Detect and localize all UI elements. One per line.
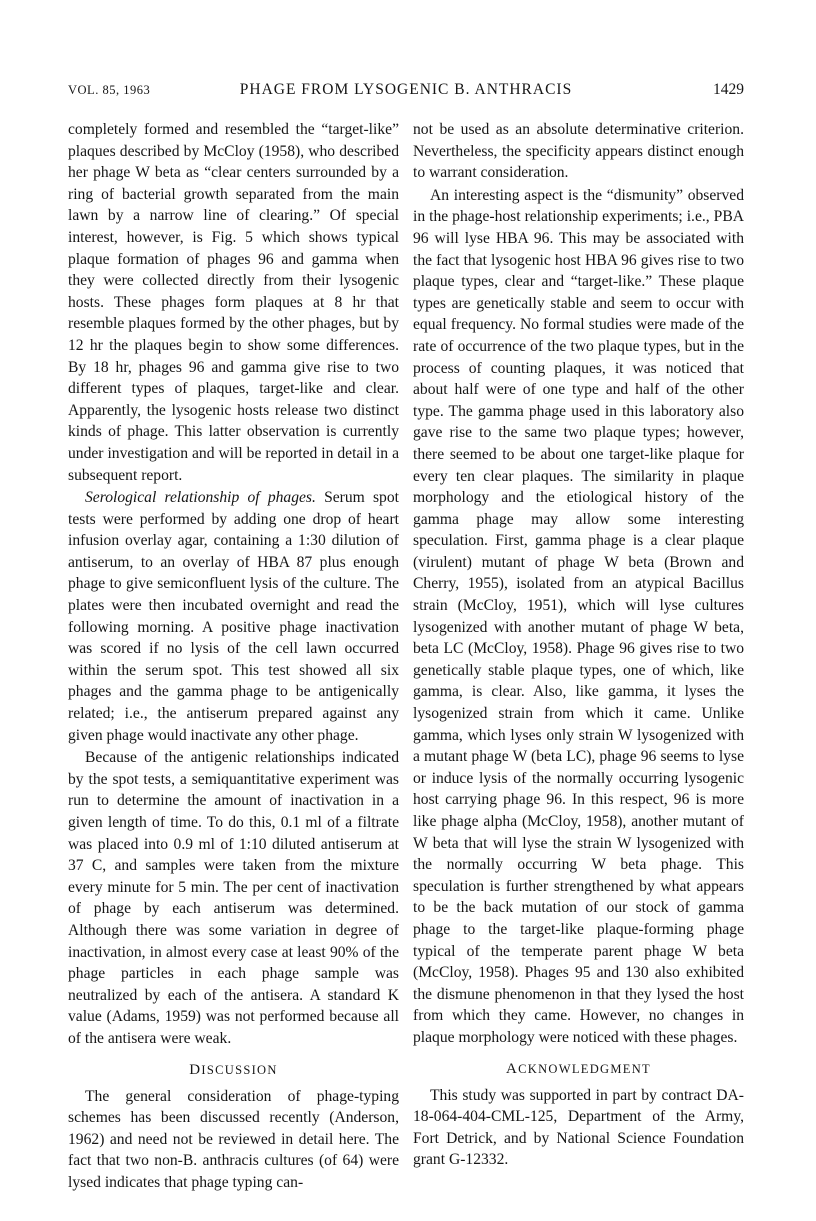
acknowledgment-heading-rest: CKNOWLEDGMENT — [518, 1061, 651, 1076]
page-number: 1429 — [713, 81, 744, 98]
acknowledgment-heading-cap: A — [506, 1060, 519, 1077]
paragraph-semiquantitative: Because of the antigenic relationships indicated by the spot tests, a semiquantitative experiment was run to determine the amount of inactivation in a given length of time. To do this, 0.1 ml of a filtrate was placed into 0.9 ml of 1:10 diluted antiserum at 37 C, and samples were taken from the mixture every minute for 5 min. The per cent of inactivation of phage by each antiserum was determined. Although there was some variation in degree of inactivation, in almost every case at least 90% of the phage particles in each phage sample was neutralized by each of the antisera. A standard K value (Adams, 1959) was not performed because all of the antisera were weak. — [68, 749, 399, 1047]
right-column — [413, 119, 744, 1171]
serological-lead-in: Serological relationship of phages. — [85, 489, 316, 507]
volume-label: VOL. 85, 1963 — [68, 83, 151, 97]
discussion-heading-rest: ISCUSSION — [201, 1062, 278, 1077]
running-title: PHAGE FROM LYSOGENIC B. ANTHRACIS — [239, 81, 573, 98]
serological-body: Serum spot tests were performed by adding one drop of heart infusion overlay agar, containing a 1:30 dilution of antiserum, to an overlay of HBA 87 plus enough phage to give semiconfluent lysis of the culture. The plates were then incubated overnight and read the following morning. A positive phage inactivation was scored if no lysis of the cell lawn occurred within the serum spot. This test showed all six phages and the gamma phage to be antigenically related; i.e., the antiserum prepared against any given phage would inactivate any other phage. — [68, 489, 399, 744]
paragraph-serological — [68, 487, 399, 746]
acknowledgment-heading — [413, 1061, 744, 1077]
paragraph-discussion: The general consideration of phage-typing schemes has been discussed recently (Anderson, 1962) and need not be reviewed in detail here. The fact that two non-B. anthracis cultures (of 64) were lysed indicates that phage typing can- — [68, 1087, 399, 1191]
paragraph-dismunity: An interesting aspect is the “dismunity” observed in the phage-host relationship experiments; i.e., PBA 96 will lyse HBA 96. This may be associated with the fact that lysogenic host HBA 96 gives rise to two plaque types, clear and “target-like.” These plaque types are genetically stable and seem to occur with equal frequency. No formal studies were made of the rate of occurrence of the two plaque types, but in the process of counting plaques, it was noticed that about half were of one type and half of the other type. The gamma phage used in this laboratory also gave rise to the same two plaque types; however, there seemed to be about one target-like plaque for every ten clear plaques. The similarity in plaque morphology and the etiological history of the gamma phage may allow some interesting speculation. First, gamma phage is a clear plaque (virulent) mutant of phage W beta (Brown and Cherry, 1955), isolated from an atypical Bacillus strain (McCloy, 1951), which will lyse cultures lysogenized with another mutant of phage W beta, beta LC (McCloy, 1958). Phage 96 gives rise to two genetically stable plaque types, one of which, like gamma, is clear. Also, like gamma, it lyses the lysogenized strain from which it came. Unlike gamma, which lyses only strain W lysogenized with a mutant phage W (beta LC), phage 96 seems to lyse or induce lysis of the normally occurring lysogenic host carrying phage 96. In this respect, 96 is more like phage alpha (McCloy, 1958), another mutant of W beta that will lyse the strain W lysogenized with the normally occurring W beta phage. This speculation is further strengthened by what appears to be the back mutation of our stock of gamma phage to the target-like plaque-forming phage typical of the temperate parent phage W beta (McCloy, 1958). Phages 95 and 130 also exhibited the dismune phenomenon in that they lysed the host from which they came. However, no changes in plaque morphology were noticed with these phages. — [413, 186, 744, 1046]
page-header — [68, 81, 744, 105]
left-column — [68, 119, 399, 1194]
discussion-heading — [68, 1062, 399, 1078]
discussion-heading-cap: D — [189, 1061, 202, 1078]
paragraph-plaque-formation: completely formed and resembled the “target-like” plaques described by McCloy (1958), who described her phage W beta as “clear centers surrounded by a ring of bacterial growth separated from the main lawn by a narrow line of clearing.” Of special interest, however, is Fig. 5 which shows typical plaque formation of phages 96 and gamma when they were collected directly from their lysogenic hosts. These phages form plaques at 8 hr that resemble plaques formed by the other phages, but by 12 hr the plaques begin to show some differences. By 18 hr, phages 96 and gamma give rise to two different types of plaques, target-like and clear. Apparently, the lysogenic hosts release two distinct kinds of phage. This latter observation is currently under investigation and will be reported in detail in a subsequent report. — [68, 121, 399, 484]
paragraph-criterion: not be used as an absolute determinative criterion. Nevertheless, the specificity appears distinct enough to warrant consideration. — [413, 121, 744, 182]
acknowledgment-text: This study was supported in part by contract DA-18-064-404-CML-125, Department of the Army, Fort Detrick, and by National Science Foundation grant G-12332. — [413, 1086, 744, 1169]
